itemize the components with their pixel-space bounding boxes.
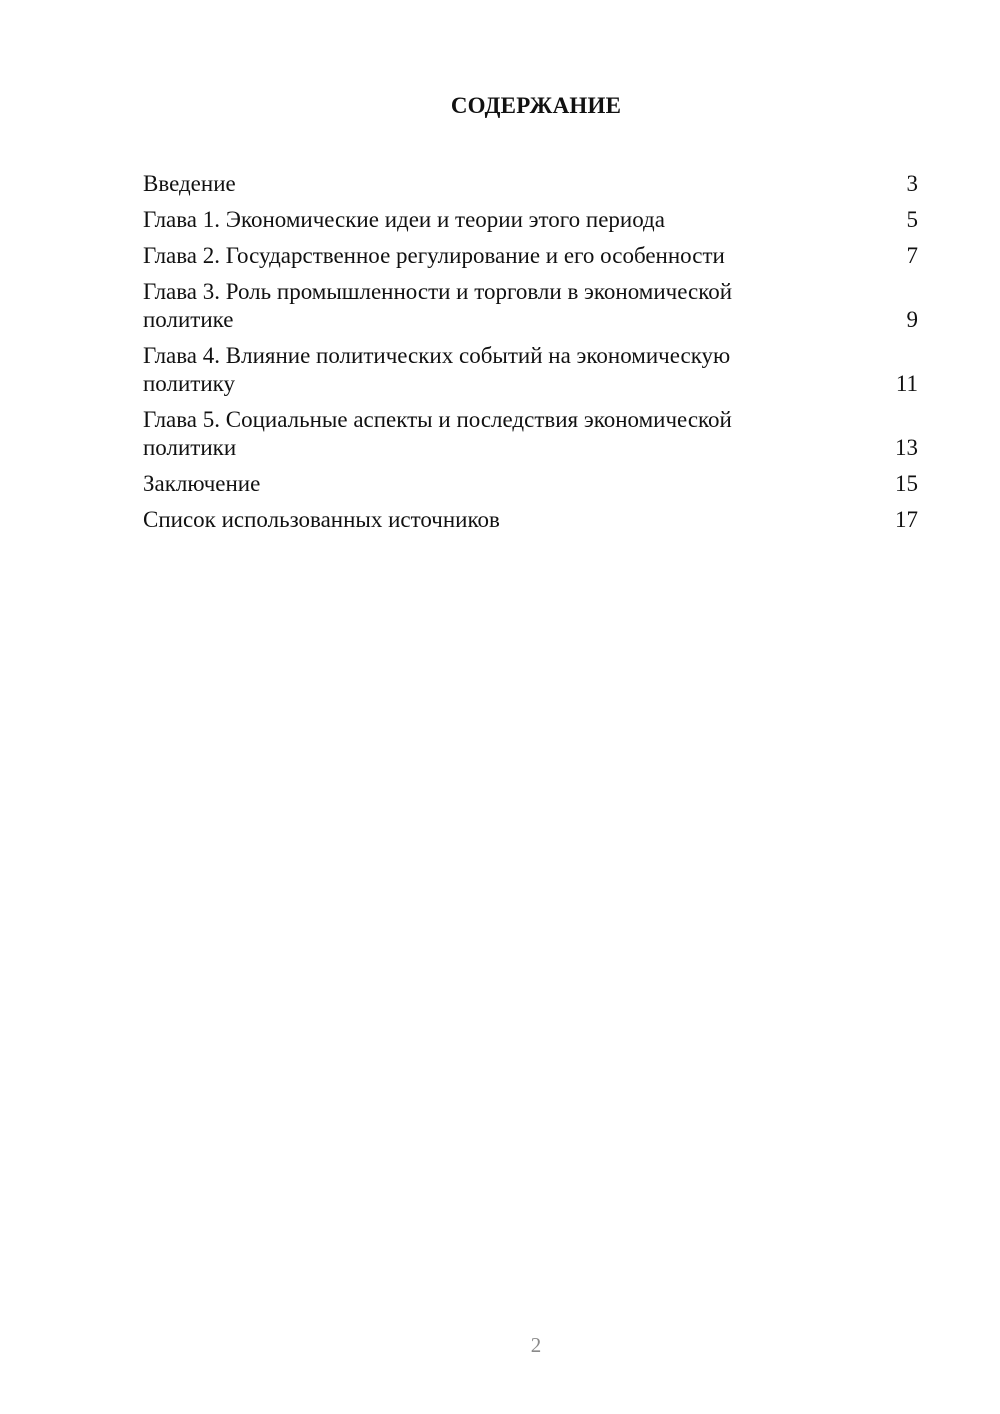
toc-entry-page: 9 — [906, 307, 918, 332]
page-number: 2 — [530, 1333, 542, 1357]
table-of-contents — [143, 170, 918, 542]
toc-entry-label: Глава 3. Роль промышленности и торговли в экономической политике — [143, 279, 733, 332]
toc-entry-chapter-4 — [143, 342, 918, 398]
toc-entry-references — [143, 506, 918, 534]
toc-entry-page: 13 — [895, 435, 918, 460]
toc-entry-page: 5 — [906, 207, 918, 232]
toc-entry-chapter-1 — [143, 206, 918, 234]
toc-entry-introduction — [143, 170, 918, 198]
toc-entry-label: Глава 4. Влияние политических событий на экономическую политику — [143, 343, 731, 396]
toc-entry-label: Глава 2. Государственное регулирование и его особенности — [143, 243, 725, 268]
toc-entry-label: Глава 1. Экономические идеи и теории этого периода — [143, 207, 665, 232]
toc-entry-page: 17 — [895, 507, 918, 532]
toc-entry-page: 7 — [906, 243, 918, 268]
toc-entry-chapter-2 — [143, 242, 918, 270]
toc-entry-label: Введение — [143, 171, 236, 196]
toc-entry-page: 3 — [906, 171, 918, 196]
toc-entry-label: Заключение — [143, 471, 261, 496]
toc-entry-page: 15 — [895, 471, 918, 496]
toc-entry-label: Список использованных источников — [143, 507, 500, 532]
toc-heading: СОДЕРЖАНИЕ — [450, 93, 622, 118]
toc-entry-label: Глава 5. Социальные аспекты и последствия экономической политики — [143, 407, 732, 460]
toc-entry-conclusion — [143, 470, 918, 498]
toc-entry-chapter-3 — [143, 278, 918, 334]
toc-entry-page: 11 — [895, 371, 918, 396]
toc-entry-chapter-5 — [143, 406, 918, 462]
